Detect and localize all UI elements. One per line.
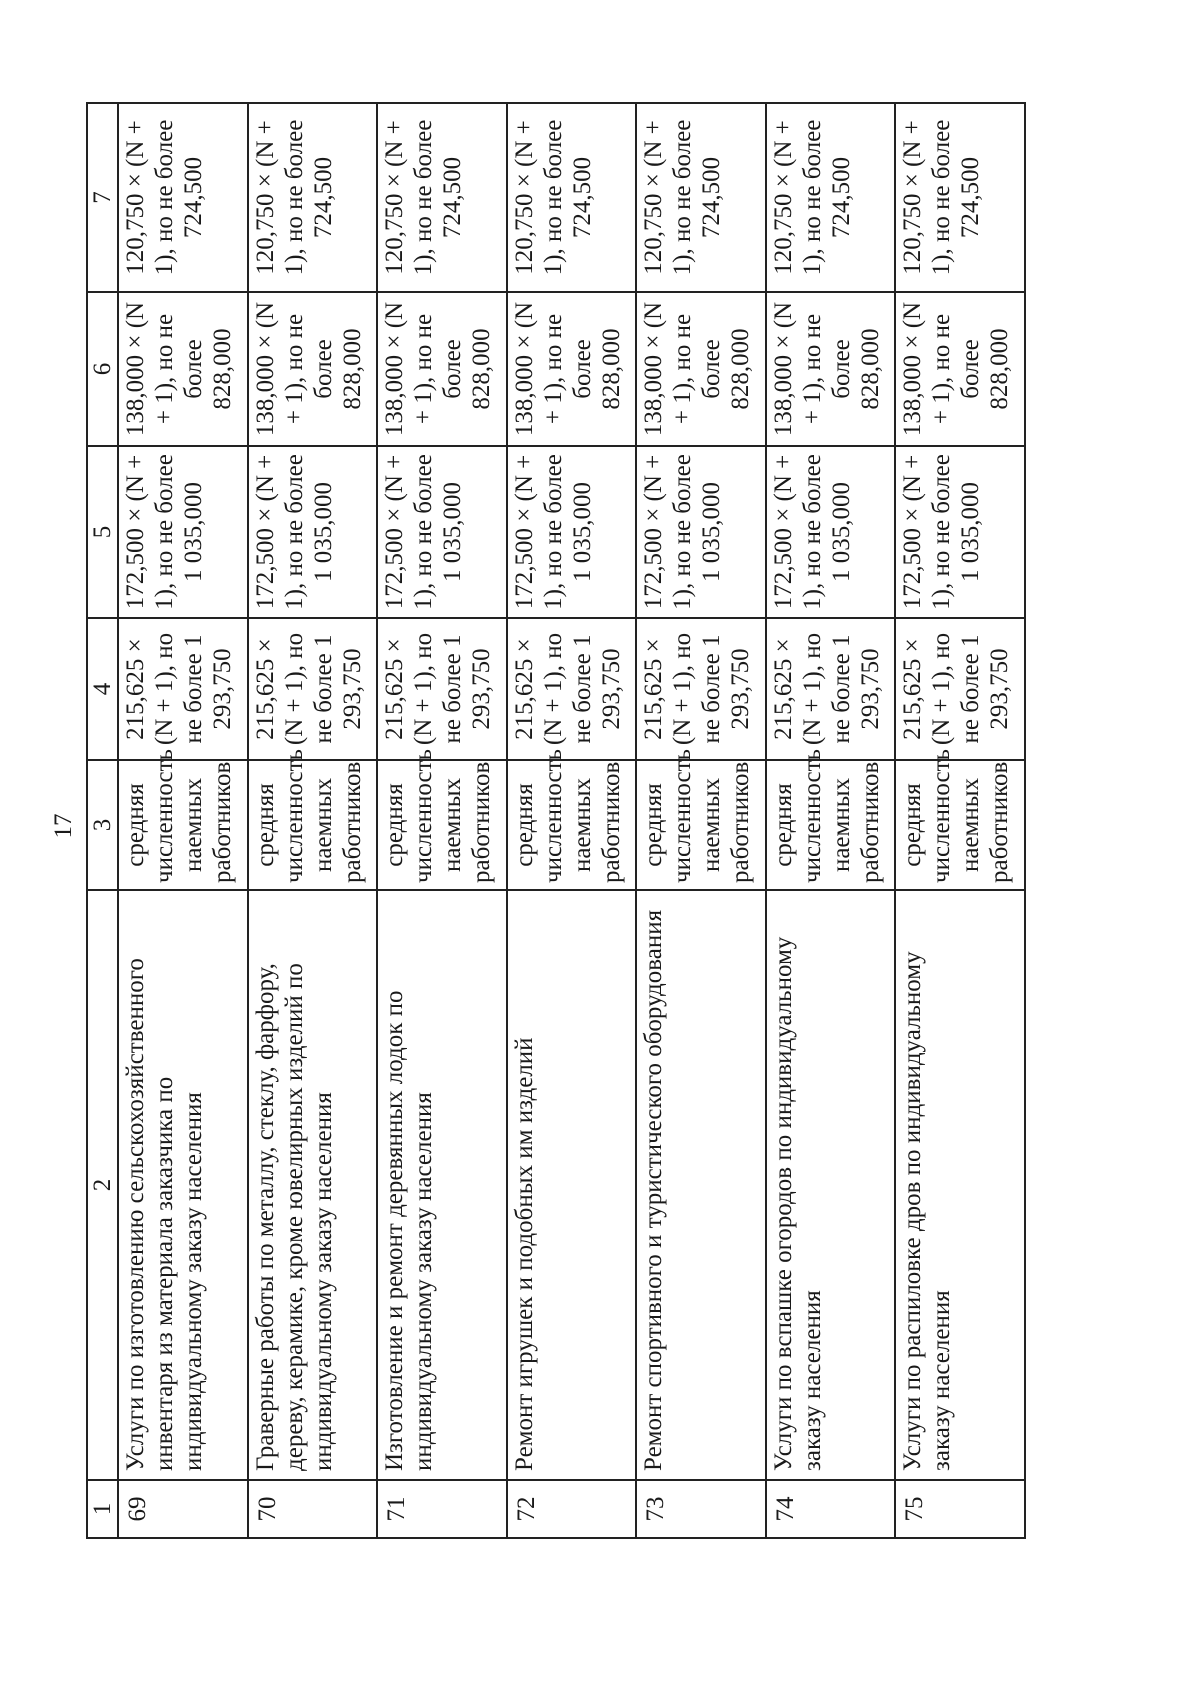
service-name: Изготовление и ремонт деревянных лодок по индивидуальному заказу населения xyxy=(377,890,507,1480)
indicator: средняя численность наемных работников xyxy=(248,760,378,890)
header-cell: 7 xyxy=(87,103,118,292)
row-number: 73 xyxy=(636,1480,766,1538)
rate-col6: 138,000 × (N + 1), но не более 828,000 xyxy=(248,292,378,446)
rate-col6: 138,000 × (N + 1), но не более 828,000 xyxy=(118,292,248,446)
header-row xyxy=(87,103,118,1538)
table-row xyxy=(895,103,1025,1538)
table-row xyxy=(377,103,507,1538)
rate-col4: 215,625 × (N + 1), но не более 1 293,750 xyxy=(377,618,507,760)
rate-col5: 172,500 × (N + 1), но не более 1 035,000 xyxy=(766,446,896,618)
service-name: Услуги по распиловке дров по индивидуальному заказу населения xyxy=(895,890,1025,1480)
rate-col7: 120,750 × (N + 1), но не более 724,500 xyxy=(118,103,248,292)
table-row xyxy=(118,103,248,1538)
header-cell: 3 xyxy=(87,760,118,890)
rate-col4: 215,625 × (N + 1), но не более 1 293,750 xyxy=(766,618,896,760)
rate-col5: 172,500 × (N + 1), но не более 1 035,000 xyxy=(377,446,507,618)
service-name: Граверные работы по металлу, стеклу, фарфору, дереву, керамике, кроме ювелирных изделий по индивидуальному заказу населения xyxy=(248,890,378,1480)
rate-col5: 172,500 × (N + 1), но не более 1 035,000 xyxy=(248,446,378,618)
indicator: средняя численность наемных работников xyxy=(118,760,248,890)
rate-col7: 120,750 × (N + 1), но не более 724,500 xyxy=(507,103,637,292)
table-row xyxy=(248,103,378,1538)
header-cell: 6 xyxy=(87,292,118,446)
rate-col4: 215,625 × (N + 1), но не более 1 293,750 xyxy=(895,618,1025,760)
header-cell: 1 xyxy=(87,1480,118,1538)
service-name: Услуги по изготовлению сельскохозяйственного инвентаря из материала заказчика по индивидуальному заказу населения xyxy=(118,890,248,1480)
row-number: 71 xyxy=(377,1480,507,1538)
rate-col4: 215,625 × (N + 1), но не более 1 293,750 xyxy=(248,618,378,760)
rate-col7: 120,750 × (N + 1), но не более 724,500 xyxy=(895,103,1025,292)
rate-col6: 138,000 × (N + 1), но не более 828,000 xyxy=(377,292,507,446)
rotated-table-area xyxy=(86,104,1026,1539)
rate-col5: 172,500 × (N + 1), но не более 1 035,000 xyxy=(895,446,1025,618)
tariff-table xyxy=(86,102,1026,1539)
rate-col7: 120,750 × (N + 1), но не более 724,500 xyxy=(636,103,766,292)
rate-col4: 215,625 × (N + 1), но не более 1 293,750 xyxy=(118,618,248,760)
table-row xyxy=(636,103,766,1538)
indicator: средняя численность наемных работников xyxy=(636,760,766,890)
table-row xyxy=(766,103,896,1538)
indicator: средняя численность наемных работников xyxy=(766,760,896,890)
rate-col6: 138,000 × (N + 1), но не более 828,000 xyxy=(895,292,1025,446)
rate-col4: 215,625 × (N + 1), но не более 1 293,750 xyxy=(636,618,766,760)
rate-col5: 172,500 × (N + 1), но не более 1 035,000 xyxy=(507,446,637,618)
row-number: 74 xyxy=(766,1480,896,1538)
service-name: Ремонт спортивного и туристического оборудования xyxy=(636,890,766,1480)
rate-col7: 120,750 × (N + 1), но не более 724,500 xyxy=(248,103,378,292)
header-cell: 2 xyxy=(87,890,118,1480)
table-rotator xyxy=(86,104,1026,1539)
rate-col5: 172,500 × (N + 1), но не более 1 035,000 xyxy=(118,446,248,618)
service-name: Ремонт игрушек и подобных им изделий xyxy=(507,890,637,1480)
rate-col7: 120,750 × (N + 1), но не более 724,500 xyxy=(377,103,507,292)
indicator: средняя численность наемных работников xyxy=(377,760,507,890)
header-cell: 5 xyxy=(87,446,118,618)
rate-col7: 120,750 × (N + 1), но не более 724,500 xyxy=(766,103,896,292)
row-number: 69 xyxy=(118,1480,248,1538)
table-row xyxy=(507,103,637,1538)
page-number: 17 xyxy=(50,813,77,839)
rate-col6: 138,000 × (N + 1), но не более 828,000 xyxy=(636,292,766,446)
header-cell: 4 xyxy=(87,618,118,760)
rate-col4: 215,625 × (N + 1), но не более 1 293,750 xyxy=(507,618,637,760)
row-number: 72 xyxy=(507,1480,637,1538)
indicator: средняя численность наемных работников xyxy=(895,760,1025,890)
rate-col6: 138,000 × (N + 1), но не более 828,000 xyxy=(507,292,637,446)
rate-col6: 138,000 × (N + 1), но не более 828,000 xyxy=(766,292,896,446)
indicator: средняя численность наемных работников xyxy=(507,760,637,890)
rate-col5: 172,500 × (N + 1), но не более 1 035,000 xyxy=(636,446,766,618)
row-number: 70 xyxy=(248,1480,378,1538)
row-number: 75 xyxy=(895,1480,1025,1538)
service-name: Услуги по вспашке огородов по индивидуальному заказу населения xyxy=(766,890,896,1480)
